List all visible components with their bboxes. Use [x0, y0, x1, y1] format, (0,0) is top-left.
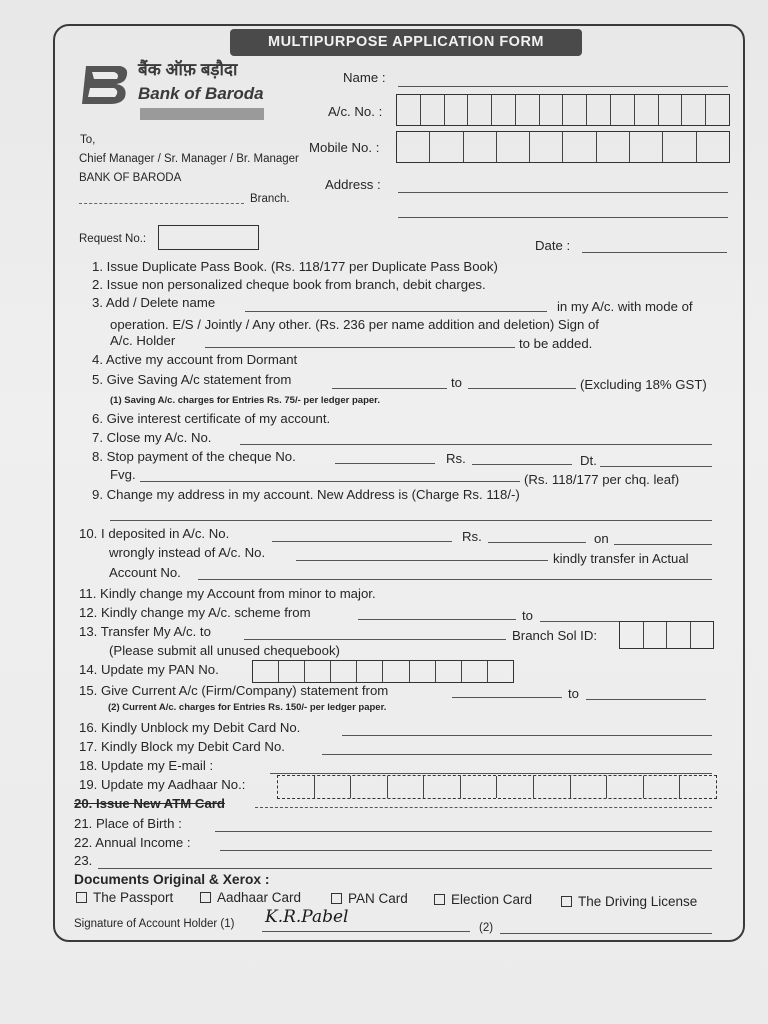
address-line-1[interactable] [398, 192, 728, 193]
branch-label: Branch. [250, 193, 290, 205]
item-22-field[interactable] [220, 850, 712, 851]
item-18: 18. Update my E-mail : [79, 758, 214, 773]
item-6: 6. Give interest certificate of my account. [92, 411, 331, 426]
item-13-label: 13. Transfer My A/c. to [79, 624, 211, 639]
item-2: 2. Issue non personalized cheque book from branch, debit charges. [92, 277, 486, 292]
item-16-field[interactable] [342, 735, 712, 736]
item-21-field[interactable] [215, 831, 712, 832]
item-15-to-field[interactable] [586, 699, 706, 700]
passport-checkbox-box[interactable] [76, 892, 87, 903]
driving-license-checkbox-box[interactable] [561, 896, 572, 907]
driving-license-label: The Driving License [578, 894, 698, 909]
signature-value: K.R.Pabel [265, 907, 349, 927]
designation: Chief Manager / Sr. Manager / Br. Manager [79, 153, 299, 165]
item-8-dt: Dt. [580, 453, 597, 468]
item-9-line-1[interactable] [110, 520, 712, 521]
item-3-holder-field[interactable] [205, 347, 515, 348]
signature-label: Signature of Account Holder (1) [74, 918, 235, 930]
item-19-label: 19. Update my Aadhaar No.: [79, 777, 246, 792]
item-8-rs: Rs. [446, 451, 466, 466]
aadhaar-checkbox-box[interactable] [200, 892, 211, 903]
bank-name-address: BANK OF BARODA [79, 172, 182, 184]
item-3-name-field[interactable] [245, 311, 547, 312]
item-23-field[interactable] [98, 868, 712, 869]
item-12-label: 12. Kindly change my A/c. scheme from [79, 605, 311, 620]
item-10-wrong-ac-field[interactable] [296, 560, 548, 561]
item-13-note: (Please submit all unused chequebook) [109, 643, 340, 658]
bank-name-hindi: बैंक ऑफ़ बड़ौदा [138, 60, 238, 79]
passport-label: The Passport [93, 890, 174, 905]
item-13-branch-field[interactable] [244, 639, 506, 640]
bank-logo [80, 60, 270, 130]
election-label: Election Card [451, 892, 533, 907]
name-label: Name : [343, 70, 386, 85]
item-8-rs-field[interactable] [472, 464, 572, 465]
item-7-field[interactable] [240, 444, 712, 445]
signature-2-field[interactable] [500, 933, 712, 934]
item-9: 9. Change my address in my account. New Address is (Charge Rs. 118/-) [92, 487, 520, 502]
item-3-mode: in my A/c. with mode of [557, 299, 693, 314]
item-20-line [255, 807, 712, 808]
item-8-cheque-field[interactable] [335, 463, 435, 464]
item-17-field[interactable] [322, 754, 712, 755]
account-no-label: A/c. No. : [328, 104, 383, 119]
aadhaar-checkbox[interactable] [200, 890, 301, 905]
item-20: 20. Issue New ATM Card [74, 796, 225, 811]
item-12-to: to [522, 608, 533, 623]
pan-checkbox[interactable] [331, 891, 408, 906]
item-3-label: 3. Add / Delete name [92, 295, 216, 310]
mobile-no-label: Mobile No. : [309, 140, 380, 155]
item-15-note: (2) Current A/c. charges for Entries Rs. 150/- per ledger paper. [108, 702, 387, 713]
mobile-no-boxes[interactable] [396, 131, 730, 163]
item-5-note: (1) Saving A/c. charges for Entries Rs. 75/- per ledger paper. [110, 395, 380, 406]
item-15-to: to [568, 686, 579, 701]
item-5-from-field[interactable] [332, 388, 447, 389]
election-checkbox[interactable] [434, 892, 532, 907]
item-5-gst: (Excluding 18% GST) [580, 377, 707, 392]
item-3-holder: A/c. Holder [110, 333, 176, 348]
sol-id-boxes[interactable] [619, 621, 714, 649]
item-10-label: 10. I deposited in A/c. No. [79, 526, 230, 541]
to-label: To, [80, 134, 96, 146]
passport-checkbox[interactable] [76, 890, 173, 905]
aadhaar-label: Aadhaar Card [217, 890, 302, 905]
item-7: 7. Close my A/c. No. [92, 430, 212, 445]
item-8-fvg-field[interactable] [140, 481, 520, 482]
item-4: 4. Active my account from Dormant [92, 352, 298, 367]
item-14-label: 14. Update my PAN No. [79, 662, 219, 677]
item-5-to: to [451, 375, 462, 390]
item-10-actual-field[interactable] [198, 579, 712, 580]
item-10-rs: Rs. [462, 529, 482, 544]
bank-name-english: Bank of Baroda [138, 84, 264, 103]
request-no-label: Request No.: [79, 233, 147, 245]
item-15-from-field[interactable] [452, 697, 562, 698]
item-10-ac-field[interactable] [272, 541, 452, 542]
pan-boxes[interactable] [252, 660, 514, 683]
item-10-wrongly: wrongly instead of A/c. No. [109, 545, 266, 560]
item-5-label: 5. Give Saving A/c statement from [92, 372, 292, 387]
item-18-field[interactable] [270, 773, 712, 774]
item-3-operation: operation. E/S / Jointly / Any other. (Rs. 236 per name addition and deletion) Sign of [110, 317, 599, 332]
item-8-charge: (Rs. 118/177 per chq. leaf) [524, 472, 680, 487]
item-8-dt-field[interactable] [600, 466, 712, 467]
item-10-rs-field[interactable] [488, 542, 586, 543]
item-12-from-field[interactable] [358, 619, 516, 620]
election-checkbox-box[interactable] [434, 894, 445, 905]
request-no-box[interactable] [158, 225, 259, 250]
item-10-actual: Account No. [109, 565, 181, 580]
item-13-sol: Branch Sol ID: [512, 628, 598, 643]
item-10-transfer: kindly transfer in Actual [553, 551, 689, 566]
date-field[interactable] [582, 252, 727, 253]
item-15-label: 15. Give Current A/c (Firm/Company) statement from [79, 683, 389, 698]
item-17: 17. Kindly Block my Debit Card No. [79, 739, 285, 754]
item-22: 22. Annual Income : [74, 835, 191, 850]
logo-strip [140, 108, 264, 120]
item-8-label: 8. Stop payment of the cheque No. [92, 449, 296, 464]
name-field[interactable] [398, 86, 728, 87]
account-no-boxes[interactable] [396, 94, 730, 126]
item-11: 11. Kindly change my Account from minor to major. [79, 586, 376, 601]
signature-1-field[interactable] [262, 931, 470, 932]
pan-label: PAN Card [348, 891, 408, 906]
form-title: MULTIPURPOSE APPLICATION FORM [230, 29, 582, 56]
item-10-on: on [594, 531, 609, 546]
bank-logo-icon [80, 62, 132, 106]
item-3-added: to be added. [519, 336, 593, 351]
address-line-2[interactable] [398, 217, 728, 218]
driving-license-checkbox[interactable] [561, 894, 697, 909]
aadhaar-boxes[interactable] [277, 775, 717, 799]
address-label: Address : [325, 177, 381, 192]
item-21: 21. Place of Birth : [74, 816, 182, 831]
item-5-to-field[interactable] [468, 388, 576, 389]
item-16: 16. Kindly Unblock my Debit Card No. [79, 720, 301, 735]
item-8-fvg: Fvg. [110, 467, 136, 482]
signature-2-label: (2) [479, 922, 494, 934]
item-1: 1. Issue Duplicate Pass Book. (Rs. 118/177 per Duplicate Pass Book) [92, 259, 498, 274]
item-23: 23. [74, 853, 93, 868]
item-10-on-field[interactable] [614, 544, 712, 545]
branch-line[interactable] [79, 203, 244, 204]
pan-checkbox-box[interactable] [331, 893, 342, 904]
date-label: Date : [535, 238, 571, 253]
documents-heading: Documents Original & Xerox : [74, 872, 270, 887]
